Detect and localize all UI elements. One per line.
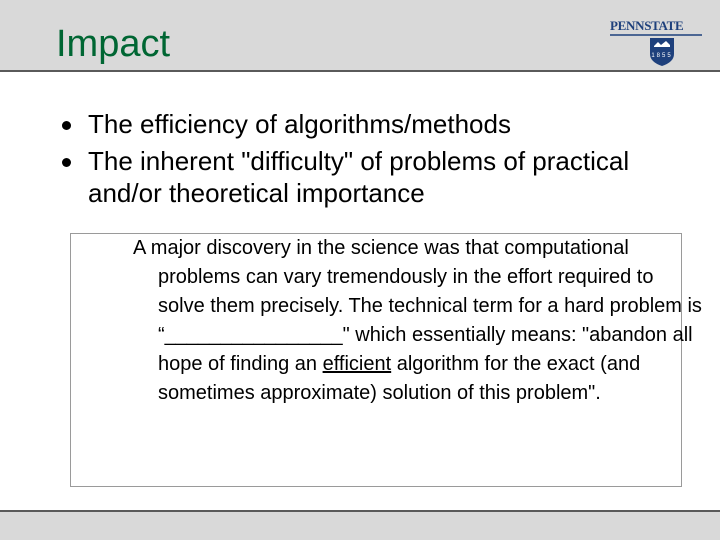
logo-year: 1855 [651,53,673,59]
pennstate-logo [610,16,702,66]
bullet-text: The inherent "difficulty" of problems of practical and/or theoretical importance [88,146,630,208]
bullet-dot-icon [62,121,71,130]
bullet-dot-icon [62,158,71,167]
bullet-item [60,108,680,140]
footer-bar [0,510,720,540]
slide-title: Impact [56,23,171,65]
bullet-text: The efficiency of algorithms/methods [88,109,511,139]
logo-wordmark: PENNSTATE [610,18,684,33]
discovery-textbox [70,233,702,487]
discovery-paragraph [133,234,703,408]
emphasis-efficient: efficient [322,353,392,375]
title-bar [0,0,720,72]
bullet-item [60,145,680,209]
bullet-list [60,108,680,209]
discovery-text-part2: algorithm for the exact (and sometimes approximate) solution of this problem". [158,353,641,404]
discovery-text-part1: A major discovery in the science was that computational problems can vary tremendously in the effort required to solve them precisely. The technical term for a hard problem is “________________" which essentially means: "abandon all hope of finding an [133,237,702,375]
